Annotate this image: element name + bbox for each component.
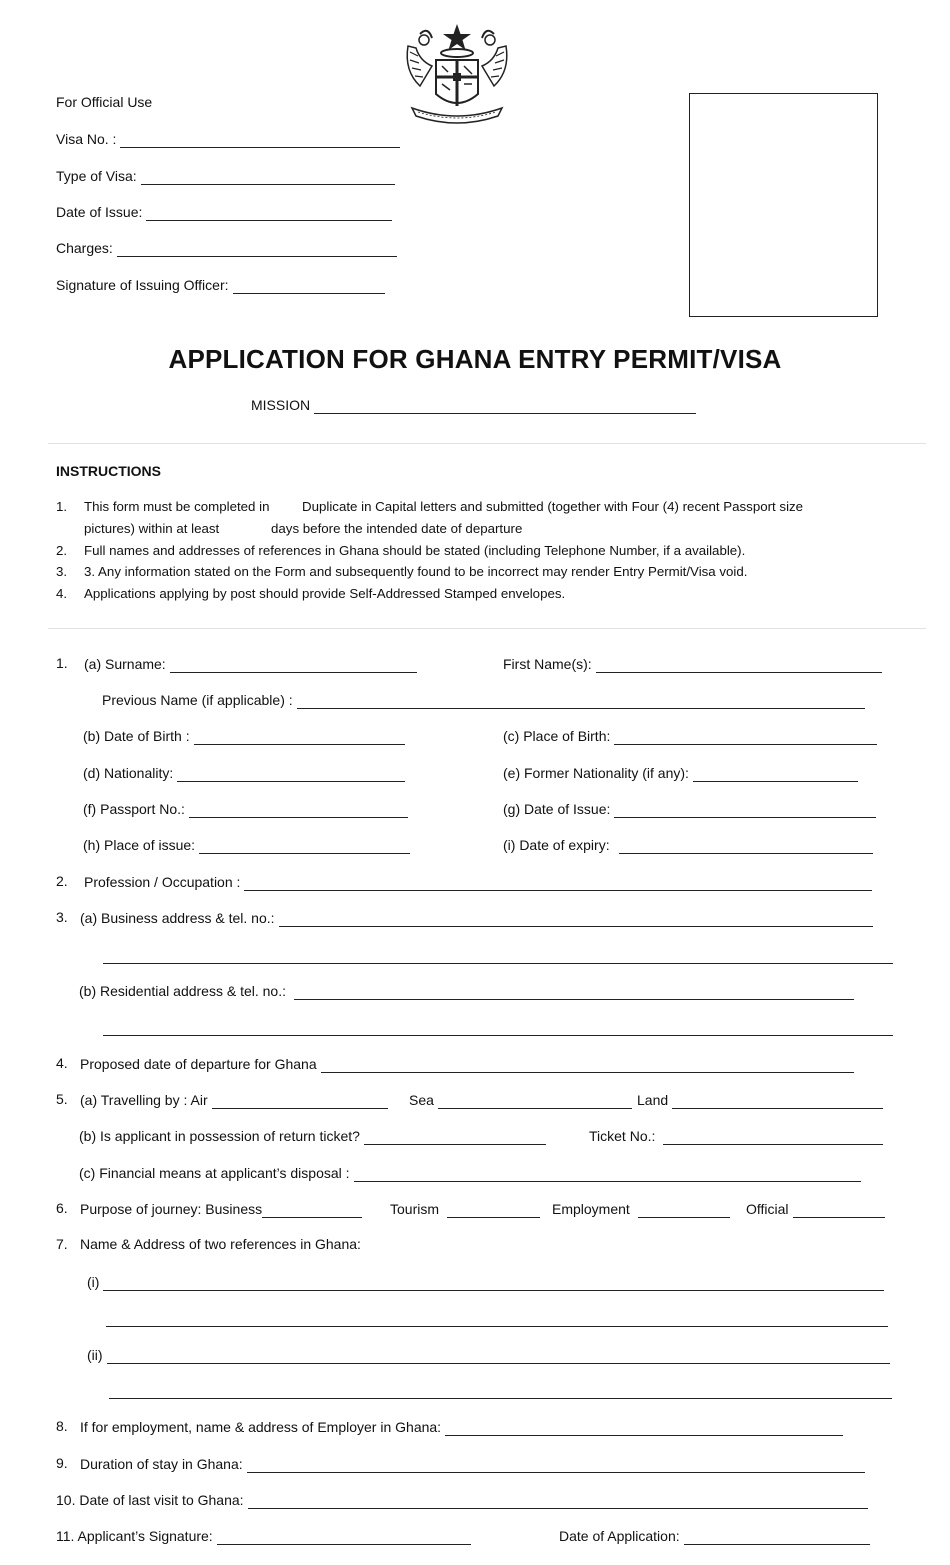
travel-air-input[interactable]: [212, 1094, 388, 1109]
first-names-field[interactable]: [503, 655, 882, 673]
purpose-official-label: Official: [746, 1201, 789, 1217]
purpose-tourism-input[interactable]: [447, 1203, 540, 1218]
travel-land-input[interactable]: [672, 1094, 883, 1109]
previous-name-field[interactable]: [102, 691, 865, 709]
financial-means-input[interactable]: [354, 1167, 861, 1182]
passport-issue-date-input[interactable]: [614, 803, 876, 818]
return-ticket-label: (b) Is applicant in possession of return ticket?: [79, 1128, 360, 1144]
purpose-tourism-label: Tourism: [390, 1201, 440, 1217]
travel-sea-label: Sea: [409, 1092, 434, 1108]
q6-number: 6.: [56, 1200, 68, 1216]
previous-name-label: Previous Name (if applicable) :: [102, 692, 293, 708]
official-issue-date-label: Date of Issue:: [56, 204, 143, 220]
instruction-1-text-a: This form must be completed in: [84, 499, 270, 514]
reference-2-line-2[interactable]: [109, 1397, 892, 1399]
visa-no-input[interactable]: [120, 133, 400, 148]
travel-sea-field[interactable]: [409, 1091, 632, 1109]
official-use-heading: For Official Use: [56, 94, 153, 110]
former-nationality-label: (e) Former Nationality (if any):: [503, 765, 689, 781]
issuing-officer-signature-field[interactable]: [56, 276, 385, 294]
instruction-3-number: 3.: [56, 564, 68, 579]
former-nationality-input[interactable]: [693, 767, 858, 782]
date-of-birth-field[interactable]: [83, 727, 405, 745]
business-address-field[interactable]: [80, 909, 873, 927]
last-visit-input[interactable]: [248, 1494, 868, 1509]
travel-land-label: Land: [637, 1092, 669, 1108]
reference-2-field[interactable]: [87, 1346, 890, 1364]
reference-2-input[interactable]: [107, 1349, 890, 1364]
q5-number: 5.: [56, 1091, 68, 1107]
divider: [48, 628, 926, 629]
passport-no-label: (f) Passport No.:: [83, 801, 185, 817]
passport-photo-box: [689, 93, 878, 317]
travel-sea-input[interactable]: [438, 1094, 632, 1109]
surname-input[interactable]: [170, 658, 417, 673]
last-visit-field[interactable]: [56, 1491, 868, 1509]
issuing-officer-signature-input[interactable]: [233, 279, 385, 294]
mission-field[interactable]: [251, 396, 696, 414]
place-of-issue-input[interactable]: [199, 839, 410, 854]
purpose-business-label: Purpose of journey: Business: [80, 1201, 263, 1217]
departure-date-field[interactable]: [80, 1055, 854, 1073]
applicant-signature-input[interactable]: [217, 1530, 471, 1545]
references-label: Name & Address of two references in Ghana:: [80, 1236, 361, 1252]
reference-1-line-2[interactable]: [106, 1325, 888, 1327]
duration-of-stay-input[interactable]: [247, 1458, 865, 1473]
instruction-2-number: 2.: [56, 543, 68, 558]
passport-no-field[interactable]: [83, 800, 408, 818]
date-of-expiry-field[interactable]: [503, 836, 873, 854]
purpose-employment-field[interactable]: [552, 1200, 730, 1218]
first-names-input[interactable]: [596, 658, 882, 673]
visa-type-label: Type of Visa:: [56, 168, 137, 184]
q2-number: 2.: [56, 873, 68, 889]
last-visit-label: 10. Date of last visit to Ghana:: [56, 1492, 244, 1508]
q9-number: 9.: [56, 1455, 68, 1471]
nationality-field[interactable]: [83, 764, 405, 782]
ticket-no-input[interactable]: [663, 1130, 883, 1145]
reference-1-input[interactable]: [103, 1276, 884, 1291]
instruction-1-number: 1.: [56, 499, 68, 514]
reference-1-label: (i): [87, 1274, 100, 1290]
divider: [48, 443, 926, 444]
residential-address-input[interactable]: [294, 985, 854, 1000]
purpose-official-input[interactable]: [793, 1203, 885, 1218]
instruction-4-text: Applications applying by post should provide Self-Addressed Stamped envelopes.: [84, 586, 566, 601]
q1-number: 1.: [56, 655, 68, 671]
instruction-1-text-d: days before the intended date of departure: [271, 521, 523, 536]
residential-address-label: (b) Residential address & tel. no.:: [79, 983, 286, 999]
q7-number: 7.: [56, 1236, 68, 1252]
previous-name-input[interactable]: [297, 694, 865, 709]
business-address-line-2[interactable]: [103, 962, 893, 964]
ghana-coat-of-arms-icon: [398, 16, 516, 128]
instruction-1-text-c: pictures) within at least: [84, 521, 220, 536]
financial-means-field[interactable]: [79, 1164, 861, 1182]
travel-air-field[interactable]: [80, 1091, 388, 1109]
charges-field[interactable]: [56, 239, 397, 257]
applicant-signature-field[interactable]: [56, 1527, 471, 1545]
first-names-label: First Name(s):: [503, 656, 592, 672]
profession-label: Profession / Occupation :: [84, 874, 241, 890]
surname-field[interactable]: [84, 655, 417, 673]
business-address-label: (a) Business address & tel. no.:: [80, 910, 275, 926]
nationality-input[interactable]: [177, 767, 405, 782]
application-date-label: Date of Application:: [559, 1528, 680, 1544]
purpose-official-field[interactable]: [746, 1200, 885, 1218]
travel-land-field[interactable]: [637, 1091, 883, 1109]
passport-issue-date-field[interactable]: [503, 800, 876, 818]
reference-1-field[interactable]: [87, 1273, 884, 1291]
mission-input[interactable]: [314, 399, 696, 414]
visa-type-field[interactable]: [56, 167, 395, 185]
return-ticket-input[interactable]: [364, 1130, 546, 1145]
nationality-label: (d) Nationality:: [83, 765, 174, 781]
duration-of-stay-field[interactable]: [80, 1455, 865, 1473]
place-of-birth-input[interactable]: [614, 730, 877, 745]
official-issue-date-field[interactable]: [56, 203, 392, 221]
duration-of-stay-label: Duration of stay in Ghana:: [80, 1456, 243, 1472]
financial-means-label: (c) Financial means at applicant’s disposal :: [79, 1165, 350, 1181]
application-date-field[interactable]: [559, 1527, 870, 1545]
employer-label: If for employment, name & address of Employer in Ghana:: [80, 1419, 442, 1435]
place-of-birth-label: (c) Place of Birth:: [503, 728, 611, 744]
visa-type-input[interactable]: [141, 170, 395, 185]
date-of-birth-label: (b) Date of Birth :: [83, 728, 190, 744]
passport-issue-date-label: (g) Date of Issue:: [503, 801, 611, 817]
profession-field[interactable]: [84, 873, 872, 891]
charges-label: Charges:: [56, 240, 113, 256]
business-address-input[interactable]: [279, 912, 873, 927]
q4-number: 4.: [56, 1055, 68, 1071]
visa-no-label: Visa No. :: [56, 131, 117, 147]
q3-number: 3.: [56, 909, 68, 925]
visa-no-field[interactable]: [56, 130, 400, 148]
return-ticket-field[interactable]: [79, 1127, 546, 1145]
official-issue-date-input[interactable]: [146, 206, 392, 221]
mission-label: MISSION: [251, 397, 311, 413]
residential-address-field[interactable]: [79, 982, 854, 1000]
date-of-expiry-label: (i) Date of expiry:: [503, 837, 610, 853]
issuing-officer-signature-label: Signature of Issuing Officer:: [56, 277, 229, 293]
charges-input[interactable]: [117, 242, 397, 257]
passport-no-input[interactable]: [189, 803, 408, 818]
q8-number: 8.: [56, 1418, 68, 1434]
purpose-business-field[interactable]: [80, 1200, 362, 1218]
travel-air-label: (a) Travelling by : Air: [80, 1092, 208, 1108]
instruction-4-number: 4.: [56, 586, 68, 601]
purpose-employment-input[interactable]: [638, 1203, 730, 1218]
instruction-3-text: 3. Any information stated on the Form and subsequently found to be incorrect may render Entry Permit/Visa void.: [84, 564, 748, 579]
instruction-2-text: Full names and addresses of references in Ghana should be stated (including Telephone Number, if a available).: [84, 543, 746, 558]
place-of-issue-label: (h) Place of issue:: [83, 837, 196, 853]
date-of-expiry-input[interactable]: [619, 839, 873, 854]
instruction-1-text-b: Duplicate in Capital letters and submitted (together with Four (4) recent Passport size: [302, 499, 804, 514]
ticket-no-field[interactable]: [589, 1127, 883, 1145]
purpose-tourism-field[interactable]: [390, 1200, 540, 1218]
reference-2-label: (ii): [87, 1347, 103, 1363]
profession-input[interactable]: [244, 876, 872, 891]
purpose-business-input[interactable]: [262, 1203, 362, 1218]
applicant-signature-label: 11. Applicant’s Signature:: [56, 1528, 213, 1544]
departure-date-input[interactable]: [321, 1058, 854, 1073]
employer-field[interactable]: [80, 1418, 843, 1436]
page-title: APPLICATION FOR GHANA ENTRY PERMIT/VISA: [168, 344, 782, 374]
date-of-birth-input[interactable]: [194, 730, 405, 745]
purpose-employment-label: Employment: [552, 1201, 630, 1217]
place-of-birth-field[interactable]: [503, 727, 877, 745]
former-nationality-field[interactable]: [503, 764, 858, 782]
departure-date-label: Proposed date of departure for Ghana: [80, 1056, 317, 1072]
residential-address-line-2[interactable]: [103, 1034, 893, 1036]
ticket-no-label: Ticket No.:: [589, 1128, 656, 1144]
instructions-heading: INSTRUCTIONS: [56, 463, 161, 479]
place-of-issue-field[interactable]: [83, 836, 410, 854]
surname-label: (a) Surname:: [84, 656, 166, 672]
employer-input[interactable]: [445, 1421, 843, 1436]
application-date-input[interactable]: [684, 1530, 870, 1545]
